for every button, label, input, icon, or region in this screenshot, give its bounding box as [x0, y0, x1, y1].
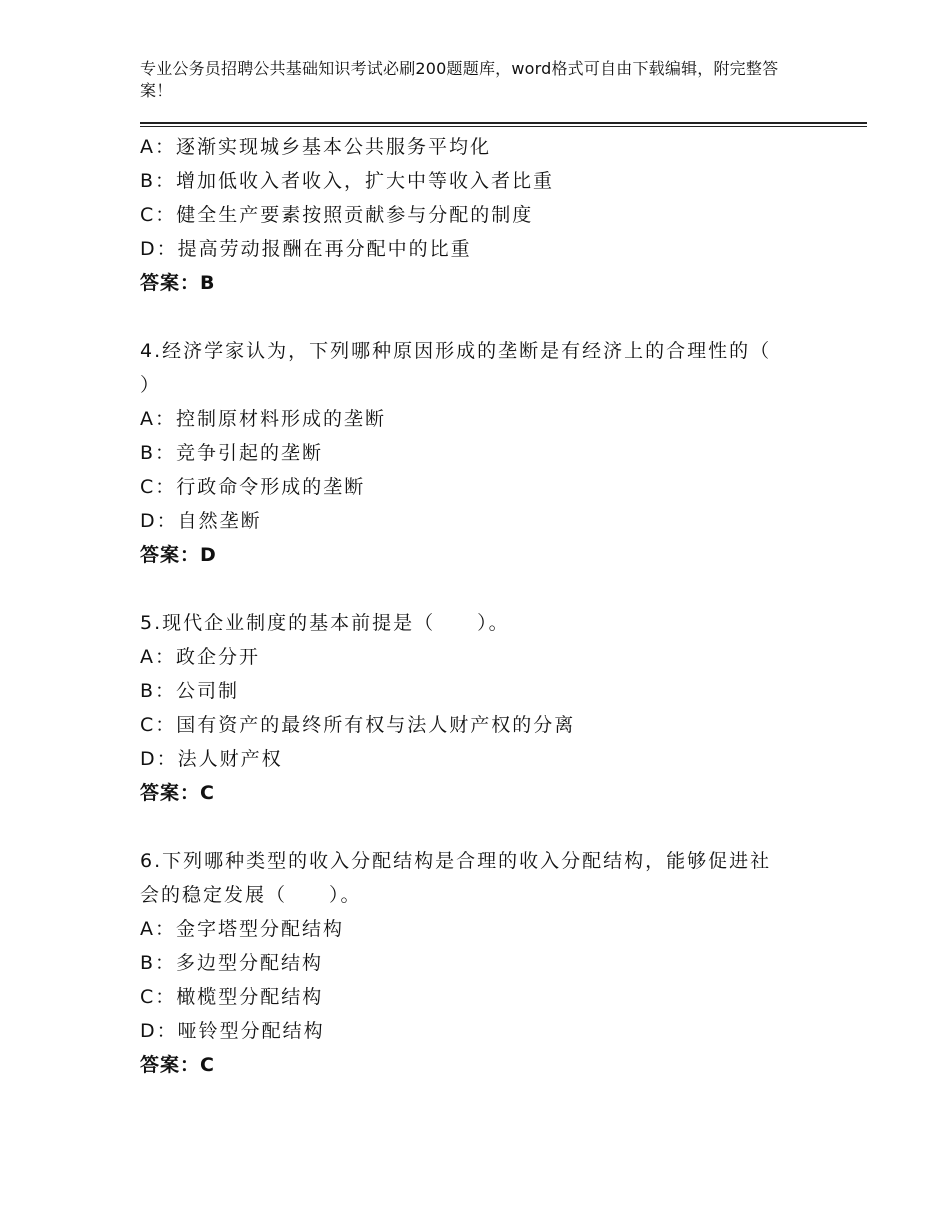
- header-rule-thin: [140, 126, 867, 127]
- question-stem: 5.现代企业制度的基本前提是（ ）。: [140, 612, 510, 634]
- option-d: D：法人财产权: [140, 748, 283, 770]
- option-d: D：提高劳动报酬在再分配中的比重: [140, 238, 472, 260]
- option-a: A：政企分开: [140, 646, 260, 668]
- question-4: [140, 334, 820, 572]
- option-b: B：增加低收入者收入，扩大中等收入者比重: [140, 170, 555, 192]
- option-b: B：竞争引起的垄断: [140, 442, 324, 464]
- option-b: B：多边型分配结构: [140, 952, 324, 974]
- option-a: A：控制原材料形成的垄断: [140, 408, 386, 430]
- answer-line: 答案：C: [140, 1054, 215, 1076]
- page-header: 专业公务员招聘公共基础知识考试必刷200题题库，word格式可自由下载编辑，附完整答案！: [140, 59, 779, 100]
- option-c: C：橄榄型分配结构: [140, 986, 324, 1008]
- question-body: [140, 130, 820, 1082]
- answer-line: 答案：C: [140, 782, 215, 804]
- option-d: D：自然垄断: [140, 510, 262, 532]
- question-5: [140, 606, 820, 810]
- spacer: [140, 572, 820, 606]
- option-a: A：逐渐实现城乡基本公共服务平均化: [140, 136, 491, 158]
- answer-line: 答案：B: [140, 272, 216, 294]
- question-stem: 6.下列哪种类型的收入分配结构是合理的收入分配结构，能够促进社: [140, 850, 772, 872]
- option-b: B：公司制: [140, 680, 240, 702]
- question-partial: [140, 130, 820, 300]
- option-c: C：健全生产要素按照贡献参与分配的制度: [140, 204, 534, 226]
- spacer: [140, 810, 820, 844]
- option-c: C：国有资产的最终所有权与法人财产权的分离: [140, 714, 576, 736]
- header-rule-thick: [140, 122, 867, 124]
- answer-line: 答案：D: [140, 544, 217, 566]
- question-6: [140, 844, 820, 1082]
- question-stem: 4.经济学家认为，下列哪种原因形成的垄断是有经济上的合理性的（: [140, 340, 772, 362]
- option-a: A：金字塔型分配结构: [140, 918, 344, 940]
- question-stem-cont: 会的稳定发展（ ）。: [140, 884, 362, 906]
- option-d: D：哑铃型分配结构: [140, 1020, 325, 1042]
- option-c: C：行政命令形成的垄断: [140, 476, 366, 498]
- question-stem-cont: ）: [140, 374, 162, 396]
- spacer: [140, 300, 820, 334]
